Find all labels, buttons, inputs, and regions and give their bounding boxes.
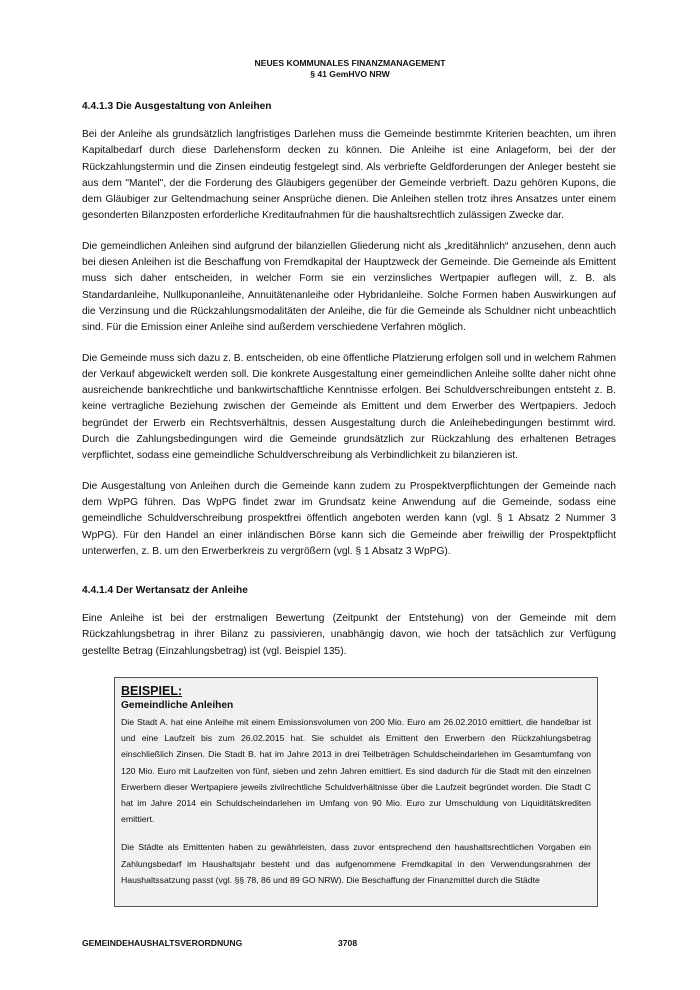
- page-header: [0, 58, 700, 80]
- section-heading-4-4-1-4: 4.4.1.4 Der Wertansatz der Anleihe: [82, 585, 248, 597]
- example-box: [114, 677, 598, 907]
- section-heading-4-4-1-3: 4.4.1.3 Die Ausgestaltung von Anleihen: [82, 101, 272, 112]
- example-title: BEISPIEL:: [121, 684, 183, 699]
- page-number: 3708: [338, 938, 358, 948]
- header-subtitle: § 41 GemHVO NRW: [310, 69, 390, 79]
- example-paragraph: Die Stadt A. hat eine Anleihe mit einem Emissionsvolumen von 200 Mio. Euro am 26.02.2010 emittiert, die handelbar ist und eine Laufzeit bis zum 26.02.2015 hat. Sie schuldet als Emittent den Erwerbern den Rückzahlungsbetrag einschließlich Zinsen. Die Stadt B. hat im Jahre 2013 in drei Teilbeträgen Schuldscheindarlehen im Gesamtumfang von 120 Mio. Euro mit Laufzeiten von fünf, sieben und zehn Jahren emittiert. Es sind dadurch für die Stadt mit den einzelnen Erwerbern dieser Wertpapiere jeweils zivilrechtliche Schuldverhältnisse über die Laufzeit begründet worden. Die Stadt C hat im Jahre 2014 ein Schuldscheindarlehen im Umfang von 90 Mio. Euro zur Umschuldung von Liquiditätskrediten emittiert.: [121, 717, 591, 825]
- paragraph: Die gemeindlichen Anleihen sind aufgrund der bilanziellen Gliederung nicht als „kreditähnlich“ anzusehen, denn auch bei diesen Anleihen ist die Beschaffung von Fremdkapital der Hauptzweck der Gemeinde. Die Gemeinde als Emittent muss sich daher entscheiden, in welcher Form sie ein verzinsliches Wertpapier auflegen will, z. B. als Standardanleihe, Nullkuponanleihe, Annuitätenanleihe oder Hybridanleihe. Solche Formen haben Auswirkungen auf die Verzinsung und die Rückzahlungsmodalitäten der Anleihe, die für die Gemeinde als Schuldner nicht unbeachtlich sind. Für die Emission einer Anleihe sind außerdem verschiedene Verfahren möglich.: [82, 240, 616, 334]
- paragraph: Die Gemeinde muss sich dazu z. B. entscheiden, ob eine öffentliche Platzierung erfolgen soll und in welchem Rahmen der Verkauf abgewickelt werden soll. Die konkrete Ausgestaltung einer gemeindlichen Anleihe sollte daher nicht ohne ausreichende bankrechtliche und bankwirtschaftliche Kenntnisse erfolgen. Bei Schuldverschreibungen entsteht z. B. keine vertragliche Beziehung zwischen der Gemeinde als Emittent und dem Erwerber des Wertpapiers. Jedoch begründet der Erwerb ein Rechtsverhältnis, dessen Ausgestaltung durch die Anleihebedingungen bestimmt wird. Durch die Zahlungsbedingungen wird die Gemeinde grundsätzlich zur Rückzahlung des erhaltenen Betrages verpflichtet, sodass eine gemeindliche Schuldverschreibung als Verbindlichkeit zu bilanzieren ist.: [82, 352, 616, 462]
- paragraph: Eine Anleihe ist bei der erstmaligen Bewertung (Zeitpunkt der Entstehung) von der Gemeinde mit dem Rückzahlungsbetrag in ihrer Bilanz zu passivieren, unabhängig davon, wie hoch der tatsächlich zur Verfügung gestellte Betrag (Einzahlungsbetrag) ist (vgl. Beispiel 135).: [82, 613, 616, 657]
- header-title: NEUES KOMMUNALES FINANZMANAGEMENT: [254, 58, 446, 68]
- paragraph: Die Ausgestaltung von Anleihen durch die Gemeinde kann zudem zu Prospektverpflichtungen der Gemeinde nach dem WpPG führen. Das WpPG findet zwar im Grundsatz keine Anwendung auf die Gemeinde, sodass eine gemeindliche Schuldverschreibung prospektfrei öffentlich angeboten werden kann (vgl. § 1 Absatz 2 Nummer 3 WpPG). Für den Handel an einer inländischen Börse kann sich die Gemeinde aber freiwillig der Prospektpflicht unterwerfen, z. B. um den Erwerberkreis zu vergrößern (vgl. § 1 Absatz 3 WpPG).: [82, 480, 616, 557]
- footer-title: GEMEINDEHAUSHALTSVERORDNUNG: [82, 938, 243, 948]
- example-subtitle: Gemeindliche Anleihen: [121, 700, 234, 712]
- document-body: [82, 100, 616, 907]
- page-footer: [82, 938, 616, 948]
- example-paragraph: Die Städte als Emittenten haben zu gewährleisten, dass zuvor entsprechend den haushaltsrechtlichen Vorgaben ein Zahlungsbedarf im Haushaltsjahr besteht und das aufgenommene Fremdkapital in den Verwendungsrahmen der Haushaltssatzung passt (vgl. §§ 78, 86 und 89 GO NRW). Die Beschaffung der Finanzmittel durch die Städte: [121, 842, 591, 885]
- paragraph: Bei der Anleihe als grundsätzlich langfristiges Darlehen muss die Gemeinde bestimmte Kriterien beachten, um ihren Kapitalbedarf durch diese Darlehensform decken zu können. Die Anleihe ist eine Anlageform, bei der der Rückzahlungstermin und die Zinsen eindeutig festgelegt sind. Als verbriefte Geldforderungen der Anleger besteht sie aus dem "Mantel", der die Forderung des Gläubigers gegenüber der Gemeinde verbrieft. Dazu gehören Kupons, die dem Gläubiger zur Geltendmachung seiner Ansprüche dienen. Die Anleihen stellen trotz ihres Ansatzes unter einem gesonderten Bilanzposten erforderliche Kreditaufnahmen für die haushaltsrechtlich zulässigen Zwecke dar.: [82, 129, 616, 222]
